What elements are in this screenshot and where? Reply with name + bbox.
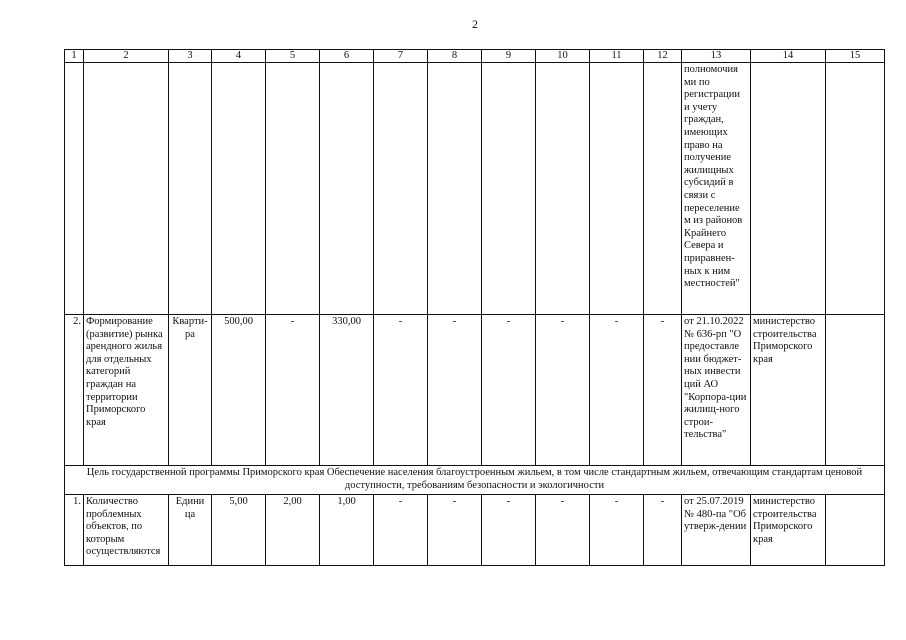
value-cell: 5,00 (212, 495, 266, 566)
table-row-continuation (65, 63, 885, 315)
value-cell: - (374, 495, 428, 566)
value-cell: - (590, 315, 644, 466)
program-goal: Цель государственной программы Приморского края Обеспечение населения благоустроенным жильем, в том числе стандартным жильем, отвечающим стандартам ценовой доступности, требованиям безопасности и экологичности (65, 466, 885, 495)
column-header: 2 (84, 50, 169, 63)
value-cell: - (590, 495, 644, 566)
value-cell: - (482, 315, 536, 466)
value-cell (428, 63, 482, 315)
column-header: 7 (374, 50, 428, 63)
value-cell (320, 63, 374, 315)
column-header: 3 (169, 50, 212, 63)
indicator-name (84, 63, 169, 315)
indicator-name: Количество проблемных объектов, по которым осуществляются (84, 495, 169, 566)
column-header: 11 (590, 50, 644, 63)
unit-cell: Кварти-ра (169, 315, 212, 466)
value-cell: - (644, 495, 682, 566)
table-row (65, 315, 885, 466)
value-cell: - (536, 495, 590, 566)
value-cell (212, 63, 266, 315)
value-cell (590, 63, 644, 315)
row-number (65, 63, 84, 315)
document-reference: от 25.07.2019 № 480-па "Об утверж-дении (682, 495, 751, 566)
value-cell: - (374, 315, 428, 466)
value-cell: 2,00 (266, 495, 320, 566)
program-goal-row (65, 466, 885, 495)
row-number: 1. (65, 495, 84, 566)
unit-cell (169, 63, 212, 315)
document-reference: полномочия ми по регистрации и учету граждан, имеющих право на получение жилищных субсидий в связи с переселение м из районов Крайнего Севера и приравнен-ных к ним местностей" (682, 63, 751, 315)
column-header: 5 (266, 50, 320, 63)
note-cell (826, 63, 885, 315)
value-cell: - (482, 495, 536, 566)
value-cell: - (536, 315, 590, 466)
column-header: 15 (826, 50, 885, 63)
value-cell: - (428, 495, 482, 566)
value-cell (536, 63, 590, 315)
column-header: 1 (65, 50, 84, 63)
value-cell: 1,00 (320, 495, 374, 566)
column-header: 14 (751, 50, 826, 63)
value-cell: 330,00 (320, 315, 374, 466)
column-header: 9 (482, 50, 536, 63)
responsible-body: министерство строительства Приморского края (751, 495, 826, 566)
value-cell: 500,00 (212, 315, 266, 466)
table-row (65, 495, 885, 566)
value-cell: - (428, 315, 482, 466)
value-cell: - (644, 315, 682, 466)
responsible-body: министерство строительства Приморского края (751, 315, 826, 466)
column-header: 12 (644, 50, 682, 63)
value-cell (482, 63, 536, 315)
row-number: 2. (65, 315, 84, 466)
responsible-body (751, 63, 826, 315)
value-cell (266, 63, 320, 315)
page-number: 2 (472, 17, 478, 31)
column-header: 13 (682, 50, 751, 63)
note-cell (826, 315, 885, 466)
note-cell (826, 495, 885, 566)
value-cell (644, 63, 682, 315)
column-header: 6 (320, 50, 374, 63)
column-header: 10 (536, 50, 590, 63)
column-header: 8 (428, 50, 482, 63)
data-table (64, 49, 885, 566)
column-number-row (65, 50, 885, 63)
indicator-name: Формирование (развитие) рынка арендного жилья для отдельных категорий граждан на территории Приморского края (84, 315, 169, 466)
document-reference: от 21.10.2022 № 636-рп "О предоставле нии бюджет-ных инвести ций АО "Корпора-ции жилищ-ного строи-тельства" (682, 315, 751, 466)
value-cell: - (266, 315, 320, 466)
unit-cell: Едини ца (169, 495, 212, 566)
column-header: 4 (212, 50, 266, 63)
value-cell (374, 63, 428, 315)
